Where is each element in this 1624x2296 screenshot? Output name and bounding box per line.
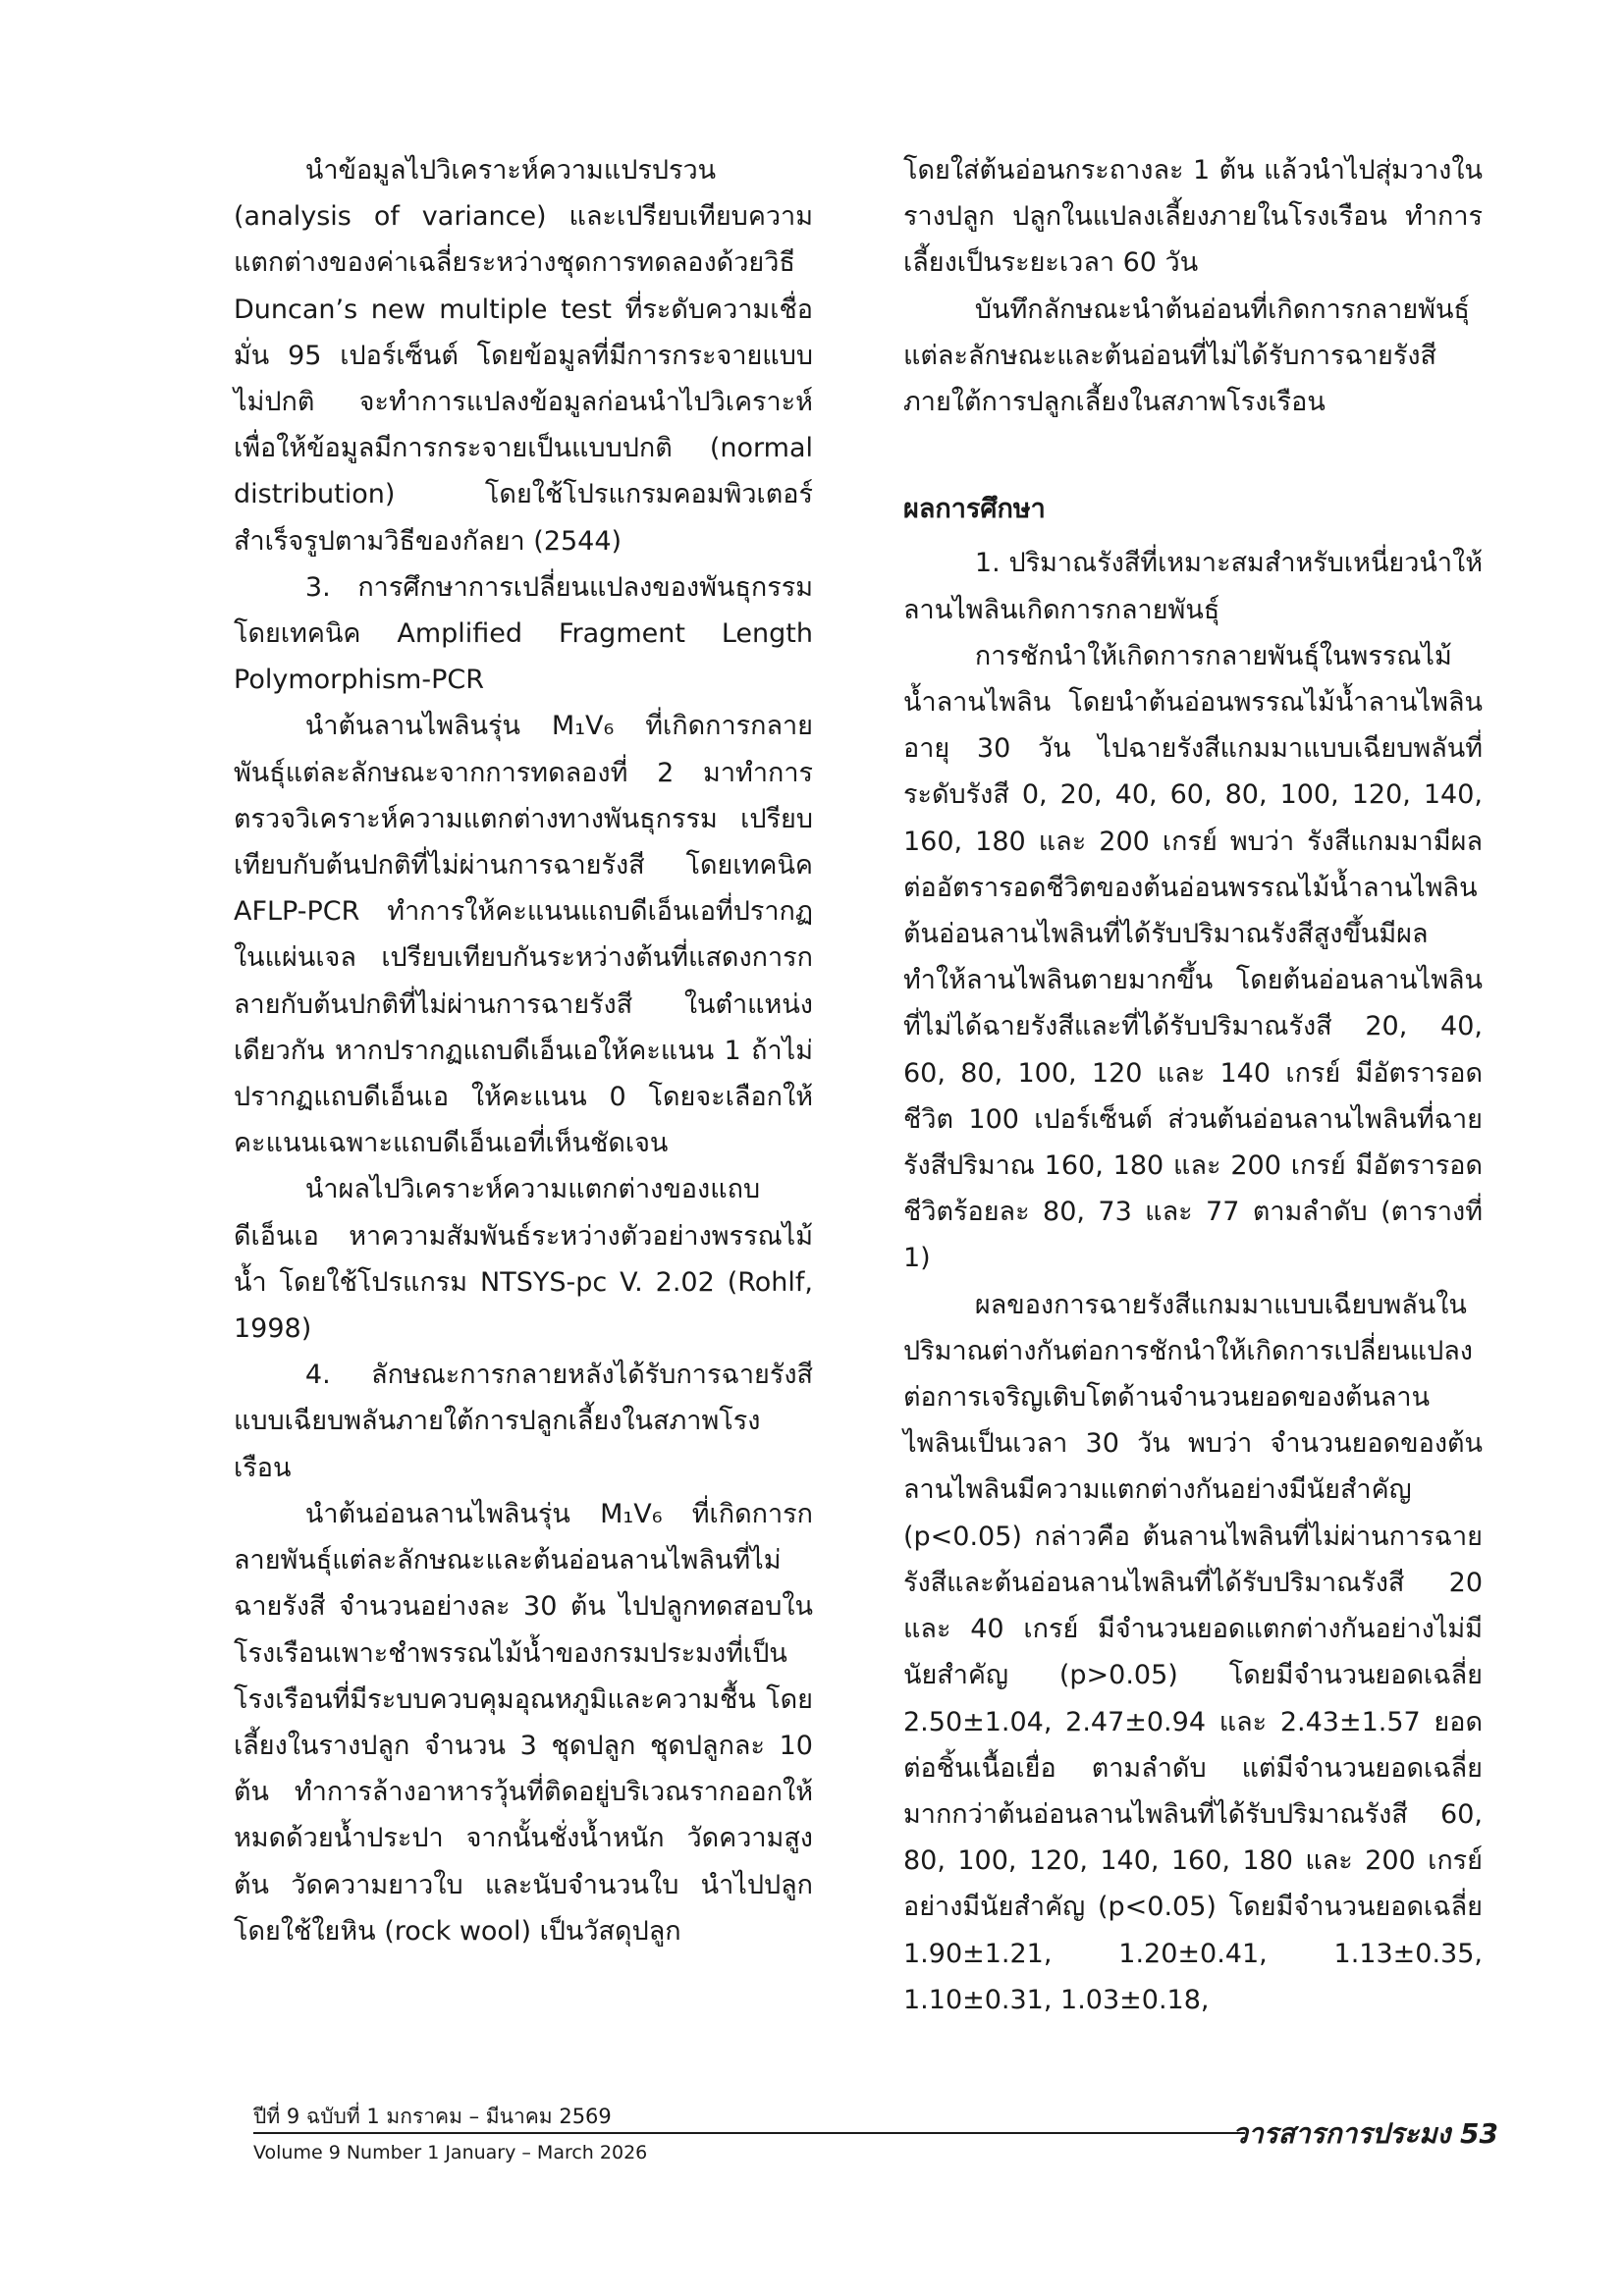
footer-journal-page: วารสารการประมง 53 (1232, 2117, 1498, 2150)
paragraph-record-traits: บันทึกลักษณะนำต้นอ่อนที่เกิดการกลายพันธุ์แต่ละลักษณะและต้นอ่อนที่ไม่ได้รับการฉายรังสีภายใต้การปลูกเลี้ยงในสภาพโรงเรือน (903, 294, 1470, 418)
results-heading: ผลการศึกษา (903, 494, 1046, 525)
paragraph-aflp-method: นำต้นลานไพลินรุ่น M₁V₆ ที่เกิดการกลายพันธุ์แต่ละลักษณะจากการทดลองที่ 2 มาทำการตรวจวิเคราะห์ความแตกต่างทางพันธุกรรม เปรียบเทียบกับต้นปกติที่ไม่ผ่านการฉายรังสี โดยเทคนิค AFLP-PCR ทำการให้คะแนนแถบดีเอ็นเอที่ปรากฏในแผ่นเจล เปรียบเทียบกันระหว่างต้นที่แสดงการกลายกับต้นปกติที่ไม่ผ่านการฉายรังสี ในตำแหน่งเดียวกัน หากปรากฏแถบดีเอ็นเอให้คะแนน 1 ถ้าไม่ปรากฏแถบดีเอ็นเอ ให้คะแนน 0 โดยจะเลือกให้คะแนนเฉพาะแถบดีเอ็นเอที่เห็นชัดเจน (234, 711, 813, 1159)
paragraph-survival-rate: การชักนำให้เกิดการกลายพันธุ์ในพรรณไม้น้ำลานไพลิน โดยนำต้นอ่อนพรรณไม้น้ำลานไพลินอายุ 30 วัน ไปฉายรังสีแกมมาแบบเฉียบพลันที่ระดับรังสี 0, 20, 40, 60, 80, 100, 120, 140, 160, 180 และ 200 เกรย์ พบว่า รังสีแกมมามีผลต่ออัตรารอดชีวิตของต้นอ่อนพรรณไม้น้ำลานไพลิน ต้นอ่อนลานไพลินที่ได้รับปริมาณรังสีสูงขึ้นมีผลทำให้ลานไพลินตายมากขึ้น โดยต้นอ่อนลานไพลินที่ไม่ได้ฉายรังสีและที่ได้รับปริมาณรังสี 20, 40, 60, 80, 100, 120 และ 140 เกรย์ มีอัตรารอดชีวิต 100 เปอร์เซ็นต์ ส่วนต้นอ่อนลานไพลินที่ฉายรังสีปริมาณ 160, 180 และ 200 เกรย์ มีอัตรารอดชีวิตร้อยละ 80, 73 และ 77 ตามลำดับ (ตารางที่ 1) (903, 640, 1483, 1274)
paragraph-ntsys-analysis: นำผลไปวิเคราะห์ความแตกต่างของแถบดีเอ็นเอ หาความสัมพันธ์ระหว่างตัวอย่างพรรณไม้น้ำ โดยใช้โปรแกรม NTSYS-pc V. 2.02 (Rohlf, 1998) (234, 1174, 813, 1345)
spacer (903, 425, 1483, 486)
footer-rule (253, 2132, 1245, 2134)
subsection-heading-optimal-dose: 1. ปริมาณรังสีที่เหมาะสมสำหรับเหนี่ยวนำให้ลานไพลินเกิดการกลายพันธุ์ (903, 548, 1483, 625)
section-heading-aflp: 3. การศึกษาการเปลี่ยนแปลงของพันธุกรรมโดยเทคนิค Amplified Fragment Length Polymorphism-PCR (234, 571, 813, 696)
footer-volume-thai: ปีที่ 9 ฉบับที่ 1 มกราคม – มีนาคม 2569 (253, 2105, 612, 2128)
paragraph-shoot-number: ผลของการฉายรังสีแกมมาแบบเฉียบพลันในปริมาณต่างกันต่อการชักนำให้เกิดการเปลี่ยนแปลงต่อการเจริญเติบโตด้านจำนวนยอดของต้นลานไพลินเป็นเวลา 30 วัน พบว่า จำนวนยอดของต้นลานไพลินมีความแตกต่างกันอย่างมีนัยสำคัญ (p<0.05) กล่าวคือ ต้นลานไพลินที่ไม่ผ่านการฉายรังสีและต้นอ่อนลานไพลินที่ได้รับปริมาณรังสี 20 และ 40 เกรย์ มีจำนวนยอดแตกต่างกันอย่างไม่มีนัยสำคัญ (p>0.05) โดยมีจำนวนยอดเฉลี่ย 2.50±1.04, 2.47±0.94 และ 2.43±1.57 ยอดต่อชิ้นเนื้อเยื่อ ตามลำดับ แต่มีจำนวนยอดเฉลี่ยมากกว่าต้นอ่อนลานไพลินที่ได้รับปริมาณรังสี 60, 80, 100, 120, 140, 160, 180 และ 200 เกรย์ อย่างมีนัยสำคัญ (p<0.05) โดยมีจำนวนยอดเฉลี่ย 1.90±1.21, 1.20±0.41, 1.13±0.35, 1.10±0.31, 1.03±0.18, (903, 1289, 1483, 2015)
section-heading-greenhouse: 4. ลักษณะการกลายหลังได้รับการฉายรังสีแบบเฉียบพลันภายใต้การปลูกเลี้ยงในสภาพโรงเรือน (234, 1360, 813, 1483)
footer-volume-english: Volume 9 Number 1 January – March 2026 (253, 2142, 648, 2163)
right-column (903, 147, 1483, 2023)
paragraph-greenhouse-method: นำต้นอ่อนลานไพลินรุ่น M₁V₆ ที่เกิดการกลายพันธุ์แต่ละลักษณะและต้นอ่อนลานไพลินที่ไม่ฉายรังสี จำนวนอย่างละ 30 ต้น ไปปลูกทดสอบในโรงเรือนเพาะชำพรรณไม้น้ำของกรมประมงที่เป็นโรงเรือนที่มีระบบควบคุมอุณหภูมิและความชื้น โดยเลี้ยงในรางปลูก จำนวน 3 ชุดปลูก ชุดปลูกละ 10 ต้น ทำการล้างอาหารวุ้นที่ติดอยู่บริเวณรากออกให้หมดด้วยน้ำประปา จากนั้นชั่งน้ำหนัก วัดความสูงต้น วัดความยาวใบ และนับจำนวนใบ นำไปปลูกโดยใช้ใยหิน (rock wool) เป็นวัสดุปลูก (234, 1498, 813, 1947)
paragraph-analysis-of-variance: นำข้อมูลไปวิเคราะห์ความแปรปรวน (analysis of variance) และเปรียบเทียบความแตกต่างของค่าเฉลี่ยระหว่างชุดการทดลองด้วยวิธี Duncan’s new multiple test ที่ระดับความเชื่อมั่น 95 เปอร์เซ็นต์ โดยข้อมูลที่มีการกระจายแบบไม่ปกติ จะทำการแปลงข้อมูลก่อนนำไปวิเคราะห์ เพื่อให้ข้อมูลมีการกระจายเป็นแบบปกติ (normal distribution) โดยใช้โปรแกรมคอมพิวเตอร์สำเร็จรูปตามวิธีของกัลยา (2544) (234, 155, 813, 557)
paragraph-pot-placement: โดยใส่ต้นอ่อนกระถางละ 1 ต้น แล้วนำไปสุ่มวางในรางปลูก ปลูกในแปลงเลี้ยงภายในโรงเรือน ทำการเลี้ยงเป็นระยะเวลา 60 วัน (903, 155, 1483, 279)
left-column (234, 147, 813, 1954)
